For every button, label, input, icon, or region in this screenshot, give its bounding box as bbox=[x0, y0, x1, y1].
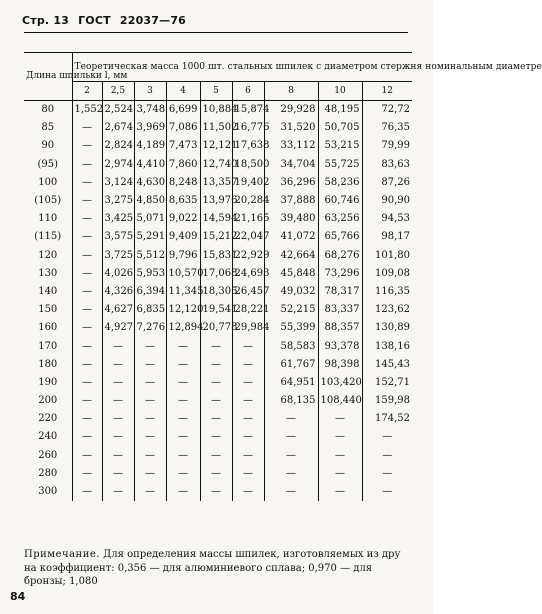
mass-cell: 7,473 bbox=[166, 137, 200, 155]
length-cell: 240 bbox=[24, 428, 72, 446]
mass-cell: 17,638 bbox=[232, 137, 264, 155]
mass-cell: 9,796 bbox=[166, 247, 200, 265]
mass-cell: — bbox=[72, 356, 102, 374]
mass-cell: — bbox=[382, 467, 393, 479]
mass-cell: — bbox=[102, 447, 134, 465]
mass-cell: 28,221 bbox=[232, 301, 264, 319]
mass-cell: 58,236 bbox=[318, 174, 362, 192]
table-row bbox=[24, 101, 412, 120]
mass-cell: 33,112 bbox=[264, 137, 318, 155]
table-row bbox=[24, 283, 412, 301]
length-cell: 280 bbox=[24, 465, 72, 483]
mass-cell: — bbox=[102, 428, 134, 446]
mass-cell: 29,928 bbox=[264, 101, 318, 120]
mass-cell: 20,284 bbox=[232, 192, 264, 210]
mass-cell: — bbox=[102, 465, 134, 483]
table-row bbox=[24, 301, 412, 319]
table-row bbox=[24, 465, 412, 483]
mass-cell: — bbox=[318, 465, 362, 483]
mass-cell: — bbox=[166, 447, 200, 465]
mass-cell: — bbox=[200, 428, 232, 446]
header-rule bbox=[24, 32, 408, 33]
footnote-text-1: Для определения массы шпилек, изготовляемых из дру bbox=[103, 549, 401, 560]
footnote bbox=[24, 548, 408, 589]
mass-cell: 63,256 bbox=[318, 210, 362, 228]
mass-cell: — bbox=[72, 392, 102, 410]
mass-cell: 64,951 bbox=[264, 374, 318, 392]
mass-cell: 3,725 bbox=[102, 247, 134, 265]
mass-cell: 7,860 bbox=[166, 156, 200, 174]
mass-cell: 159,98 bbox=[375, 395, 411, 407]
length-cell: 120 bbox=[24, 247, 72, 265]
mass-cell: 5,953 bbox=[134, 265, 166, 283]
mass-cell: 7,086 bbox=[166, 119, 200, 137]
mass-cell: 4,326 bbox=[102, 283, 134, 301]
mass-cell: — bbox=[318, 428, 362, 446]
mass-cell: 76,35 bbox=[381, 122, 411, 134]
mass-cell: 22,047 bbox=[232, 228, 264, 246]
mass-cell: 7,276 bbox=[134, 319, 166, 337]
mass-cell: 98,17 bbox=[381, 231, 411, 243]
mass-cell: — bbox=[232, 483, 264, 501]
mass-cell: 58,583 bbox=[264, 337, 318, 355]
mass-cell: — bbox=[166, 374, 200, 392]
mass-cell: 52,215 bbox=[264, 301, 318, 319]
mass-cell: — bbox=[382, 431, 393, 443]
mass-cell: 24,693 bbox=[232, 265, 264, 283]
mass-cell: — bbox=[72, 247, 102, 265]
mass-cell: 12,740 bbox=[200, 156, 232, 174]
mass-cell: 5,071 bbox=[134, 210, 166, 228]
mass-table-container bbox=[24, 52, 542, 501]
table-row bbox=[24, 228, 412, 246]
mass-cell: 98,398 bbox=[318, 356, 362, 374]
mass-cell: — bbox=[200, 356, 232, 374]
table-row bbox=[24, 210, 412, 228]
mass-cell: 4,627 bbox=[102, 301, 134, 319]
footnote-line-1 bbox=[24, 548, 408, 562]
mass-cell: — bbox=[264, 428, 318, 446]
footnote-heading: Примечание. bbox=[24, 549, 100, 560]
mass-cell: — bbox=[166, 337, 200, 355]
mass-cell: — bbox=[264, 465, 318, 483]
mass-cell: 55,399 bbox=[264, 319, 318, 337]
mass-cell: — bbox=[102, 337, 134, 355]
mass-cell: 3,124 bbox=[102, 174, 134, 192]
mass-cell: — bbox=[134, 356, 166, 374]
mass-cell: — bbox=[166, 356, 200, 374]
mass-cell: — bbox=[72, 174, 102, 192]
mass-cell: — bbox=[166, 392, 200, 410]
mass-cell: 3,275 bbox=[102, 192, 134, 210]
mass-cell: — bbox=[232, 410, 264, 428]
table-row bbox=[24, 337, 412, 355]
mass-cell: 10,884 bbox=[200, 101, 232, 120]
length-cell: 200 bbox=[24, 392, 72, 410]
mass-cell: 90,90 bbox=[381, 195, 411, 207]
mass-cell: 130,89 bbox=[375, 322, 411, 334]
length-cell: (105) bbox=[24, 192, 72, 210]
length-cell: 300 bbox=[24, 483, 72, 501]
mass-cell: 12,894 bbox=[166, 319, 200, 337]
diameter-header-1: 2,5 bbox=[102, 82, 134, 101]
mass-cell: 14,594 bbox=[200, 210, 232, 228]
mass-cell: 72,72 bbox=[381, 104, 411, 116]
mass-cell: 55,725 bbox=[318, 156, 362, 174]
mass-cell: — bbox=[264, 447, 318, 465]
table-row bbox=[24, 319, 412, 337]
mass-cell: — bbox=[200, 337, 232, 355]
mass-cell: 65,766 bbox=[318, 228, 362, 246]
diameter-header-0: 2 bbox=[72, 82, 102, 101]
mass-cell: 3,748 bbox=[134, 101, 166, 120]
mass-cell: — bbox=[232, 465, 264, 483]
mass-cell: 13,976 bbox=[200, 192, 232, 210]
mass-cell: 9,022 bbox=[166, 210, 200, 228]
standard-number: 22037—76 bbox=[119, 14, 187, 27]
mass-cell: 4,026 bbox=[102, 265, 134, 283]
mass-cell: 15,212 bbox=[200, 228, 232, 246]
mass-cell: 34,704 bbox=[264, 156, 318, 174]
diameter-header-2: 3 bbox=[134, 82, 166, 101]
mass-cell: 93,378 bbox=[318, 337, 362, 355]
mass-cell: 19,402 bbox=[232, 174, 264, 192]
mass-cell: 88,357 bbox=[318, 319, 362, 337]
mass-cell: — bbox=[72, 374, 102, 392]
mass-cell: 48,195 bbox=[318, 101, 362, 120]
mass-cell: 3,425 bbox=[102, 210, 134, 228]
mass-cell: — bbox=[232, 374, 264, 392]
footnote-prefix: на коэффициент: bbox=[24, 562, 115, 574]
mass-cell: 10,570 bbox=[166, 265, 200, 283]
length-cell: 80 bbox=[24, 101, 72, 120]
length-cell: 220 bbox=[24, 410, 72, 428]
table-row bbox=[24, 356, 412, 374]
mass-cell: — bbox=[134, 374, 166, 392]
table-row bbox=[24, 247, 412, 265]
mass-cell: 39,480 bbox=[264, 210, 318, 228]
diameter-header-8: 12 bbox=[362, 82, 412, 101]
mass-cell: — bbox=[134, 337, 166, 355]
mass-cell: 5,512 bbox=[134, 247, 166, 265]
mass-cell: 138,16 bbox=[375, 340, 411, 352]
mass-cell: 42,664 bbox=[264, 247, 318, 265]
mass-cell: 29,984 bbox=[232, 319, 264, 337]
mass-cell: 45,848 bbox=[264, 265, 318, 283]
mass-cell: — bbox=[166, 428, 200, 446]
mass-cell: — bbox=[166, 465, 200, 483]
mass-cell: 8,635 bbox=[166, 192, 200, 210]
mass-cell: 20,778 bbox=[200, 319, 232, 337]
mass-cell: 6,394 bbox=[134, 283, 166, 301]
mass-cell: — bbox=[72, 228, 102, 246]
table-row bbox=[24, 428, 412, 446]
mass-cell: — bbox=[318, 447, 362, 465]
table-row bbox=[24, 265, 412, 283]
mass-cell: — bbox=[102, 392, 134, 410]
mass-cell: 2,824 bbox=[102, 137, 134, 155]
mass-cell: 2,524 bbox=[102, 101, 134, 120]
mass-cell: — bbox=[232, 337, 264, 355]
table-row bbox=[24, 483, 412, 501]
mass-cell: 83,63 bbox=[381, 158, 411, 170]
mass-cell: — bbox=[72, 428, 102, 446]
mass-cell: 78,317 bbox=[318, 283, 362, 301]
standard-label: ГОСТ bbox=[78, 14, 111, 27]
mass-cell: 21,165 bbox=[232, 210, 264, 228]
mass-cell: 116,35 bbox=[375, 285, 411, 297]
mass-cell: 68,135 bbox=[264, 392, 318, 410]
mass-cell: — bbox=[134, 392, 166, 410]
mass-cell: 49,032 bbox=[264, 283, 318, 301]
mass-cell: — bbox=[232, 356, 264, 374]
mass-cell: 11,345 bbox=[166, 283, 200, 301]
mass-cell: — bbox=[102, 483, 134, 501]
mass-group-header: Теоретическая масса 1000 шт. стальных шпилек с диаметром стержня номинальным диаметре bbox=[72, 53, 412, 82]
mass-cell: 2,974 bbox=[102, 156, 134, 174]
mass-cell: — bbox=[102, 410, 134, 428]
length-cell: 180 bbox=[24, 356, 72, 374]
mass-cell: 174,52 bbox=[375, 413, 411, 425]
mass-cell: — bbox=[382, 486, 393, 498]
mass-cell: — bbox=[232, 428, 264, 446]
mass-cell: 60,746 bbox=[318, 192, 362, 210]
length-cell: 130 bbox=[24, 265, 72, 283]
mass-cell: — bbox=[72, 265, 102, 283]
mass-cell: — bbox=[72, 465, 102, 483]
table-row bbox=[24, 410, 412, 428]
mass-cell: — bbox=[200, 483, 232, 501]
mass-cell: — bbox=[200, 465, 232, 483]
mass-cell: — bbox=[382, 449, 393, 461]
diameter-header-5: 6 bbox=[232, 82, 264, 101]
mass-cell: 50,705 bbox=[318, 119, 362, 137]
mass-cell: — bbox=[318, 410, 362, 428]
mass-table-body bbox=[24, 101, 412, 502]
mass-cell: 8,248 bbox=[166, 174, 200, 192]
mass-cell: 68,276 bbox=[318, 247, 362, 265]
mass-cell: 73,296 bbox=[318, 265, 362, 283]
mass-cell: 37,888 bbox=[264, 192, 318, 210]
length-cell: (95) bbox=[24, 156, 72, 174]
mass-cell: — bbox=[200, 374, 232, 392]
mass-cell: 103,420 bbox=[318, 374, 362, 392]
mass-cell: 17,068 bbox=[200, 265, 232, 283]
table-row bbox=[24, 119, 412, 137]
mass-cell: 19,541 bbox=[200, 301, 232, 319]
mass-cell: 13,357 bbox=[200, 174, 232, 192]
mass-cell: 36,296 bbox=[264, 174, 318, 192]
length-cell: 140 bbox=[24, 283, 72, 301]
mass-cell: 83,337 bbox=[318, 301, 362, 319]
diameter-header-7: 10 bbox=[318, 82, 362, 101]
mass-cell: 12,121 bbox=[200, 137, 232, 155]
mass-cell: — bbox=[200, 392, 232, 410]
mass-cell: 5,291 bbox=[134, 228, 166, 246]
mass-cell: — bbox=[134, 465, 166, 483]
mass-cell: — bbox=[134, 447, 166, 465]
mass-cell: 9,409 bbox=[166, 228, 200, 246]
mass-cell: — bbox=[72, 447, 102, 465]
footnote-text-2: 0,356 — для алюминиевого сплава; 0,970 — для бронзы; 1,080 bbox=[24, 562, 373, 587]
mass-cell: 3,969 bbox=[134, 119, 166, 137]
mass-cell: 16,776 bbox=[232, 119, 264, 137]
mass-cell: 3,575 bbox=[102, 228, 134, 246]
mass-cell: 6,835 bbox=[134, 301, 166, 319]
mass-cell: — bbox=[72, 483, 102, 501]
mass-cell: 15,831 bbox=[200, 247, 232, 265]
length-cell: 90 bbox=[24, 137, 72, 155]
mass-cell: — bbox=[72, 319, 102, 337]
table-row bbox=[24, 192, 412, 210]
mass-cell: 11,502 bbox=[200, 119, 232, 137]
length-column-header: Длина шпильки l, мм bbox=[24, 53, 72, 101]
mass-cell: — bbox=[318, 483, 362, 501]
mass-cell: — bbox=[232, 392, 264, 410]
mass-cell: 53,215 bbox=[318, 137, 362, 155]
length-cell: 150 bbox=[24, 301, 72, 319]
mass-cell: — bbox=[72, 283, 102, 301]
table-row bbox=[24, 137, 412, 155]
mass-cell: 61,767 bbox=[264, 356, 318, 374]
length-cell: 85 bbox=[24, 119, 72, 137]
mass-cell: 22,929 bbox=[232, 247, 264, 265]
mass-cell: 1,552 bbox=[72, 101, 102, 120]
mass-cell: 18,305 bbox=[200, 283, 232, 301]
mass-cell: — bbox=[200, 410, 232, 428]
mass-cell: — bbox=[72, 119, 102, 137]
mass-cell: — bbox=[264, 410, 318, 428]
mass-cell: 79,99 bbox=[381, 140, 411, 152]
mass-cell: — bbox=[166, 410, 200, 428]
mass-cell: 2,674 bbox=[102, 119, 134, 137]
mass-cell: 87,26 bbox=[381, 176, 411, 188]
mass-cell: 15,874 bbox=[232, 101, 264, 120]
mass-cell: 18,500 bbox=[232, 156, 264, 174]
length-cell: 190 bbox=[24, 374, 72, 392]
mass-cell: 4,927 bbox=[102, 319, 134, 337]
length-cell: 170 bbox=[24, 337, 72, 355]
mass-cell: 6,699 bbox=[166, 101, 200, 120]
diameter-header-3: 4 bbox=[166, 82, 200, 101]
mass-cell: 152,71 bbox=[375, 376, 411, 388]
table-row bbox=[24, 174, 412, 192]
mass-cell: — bbox=[72, 192, 102, 210]
table-row bbox=[24, 156, 412, 174]
mass-cell: — bbox=[72, 137, 102, 155]
mass-cell: 4,189 bbox=[134, 137, 166, 155]
mass-cell: — bbox=[134, 483, 166, 501]
mass-cell: — bbox=[102, 374, 134, 392]
mass-cell: — bbox=[102, 356, 134, 374]
length-cell: 100 bbox=[24, 174, 72, 192]
table-row bbox=[24, 374, 412, 392]
mass-cell: — bbox=[264, 483, 318, 501]
page-number: 84 bbox=[10, 590, 26, 603]
length-cell: 160 bbox=[24, 319, 72, 337]
mass-cell: 4,410 bbox=[134, 156, 166, 174]
mass-cell: — bbox=[72, 337, 102, 355]
mass-cell: 4,850 bbox=[134, 192, 166, 210]
mass-cell: — bbox=[72, 410, 102, 428]
mass-cell: 101,80 bbox=[375, 249, 411, 261]
footnote-line-2 bbox=[24, 562, 408, 589]
mass-cell: — bbox=[72, 210, 102, 228]
mass-cell: 123,62 bbox=[375, 304, 411, 316]
mass-cell: — bbox=[200, 447, 232, 465]
diameter-header-row bbox=[24, 82, 412, 101]
length-cell: 260 bbox=[24, 447, 72, 465]
table-row bbox=[24, 447, 412, 465]
mass-cell: — bbox=[232, 447, 264, 465]
mass-cell: 4,630 bbox=[134, 174, 166, 192]
mass-cell: — bbox=[134, 428, 166, 446]
length-cell: (115) bbox=[24, 228, 72, 246]
page-header bbox=[22, 14, 191, 27]
diameter-header-6: 8 bbox=[264, 82, 318, 101]
mass-cell: 145,43 bbox=[375, 358, 411, 370]
mass-cell: — bbox=[72, 301, 102, 319]
mass-table bbox=[24, 52, 542, 501]
mass-cell: 12,120 bbox=[166, 301, 200, 319]
mass-cell: 109,08 bbox=[375, 267, 411, 279]
mass-cell: 26,457 bbox=[232, 283, 264, 301]
mass-cell: — bbox=[72, 156, 102, 174]
mass-cell: 108,440 bbox=[318, 392, 362, 410]
mass-cell: — bbox=[166, 483, 200, 501]
diameter-header-4: 5 bbox=[200, 82, 232, 101]
mass-cell: 94,53 bbox=[381, 213, 411, 225]
mass-cell: 31,520 bbox=[264, 119, 318, 137]
mass-cell: — bbox=[134, 410, 166, 428]
page-label: Стр. 13 bbox=[22, 14, 70, 27]
mass-cell: 41,072 bbox=[264, 228, 318, 246]
length-cell: 110 bbox=[24, 210, 72, 228]
table-row bbox=[24, 392, 412, 410]
